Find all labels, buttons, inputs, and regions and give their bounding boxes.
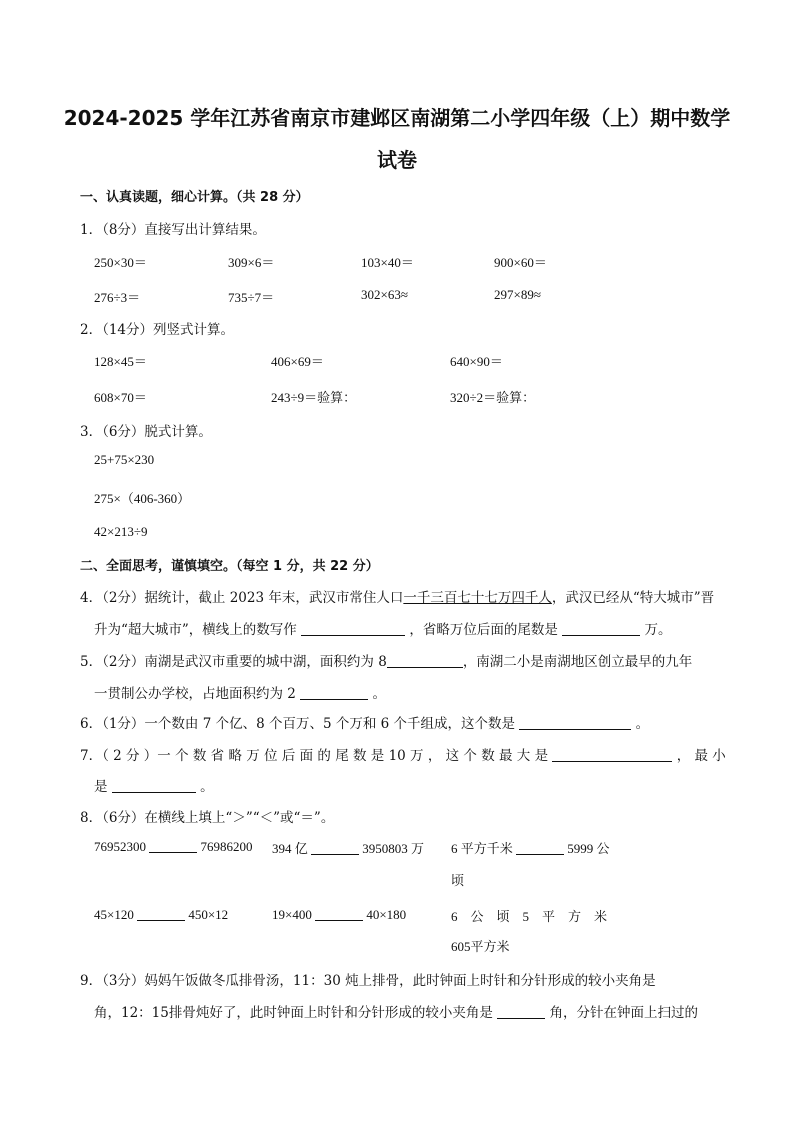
q7-text: 。 — [200, 779, 214, 795]
q5-text: 。 — [372, 686, 386, 702]
question-4-line1 — [80, 586, 714, 606]
q1-item: 103×40＝ — [361, 255, 414, 270]
question-7-line1 — [80, 744, 726, 764]
q7-answer-blank[interactable] — [112, 778, 196, 793]
q8-wrap-text: 605平方米 — [451, 939, 510, 954]
q8-answer-blank[interactable] — [311, 840, 359, 855]
q5-answer-blank[interactable] — [300, 685, 368, 700]
q8-left-value: 6 平方千米 — [451, 841, 513, 856]
q8-compare — [272, 838, 424, 857]
q4-text: ，武汉已经从“特大城市”晋 — [551, 590, 715, 606]
q8-right-value: 3950803 万 — [362, 841, 425, 856]
q7-answer-blank[interactable] — [552, 747, 672, 762]
q8-wrap-text: 顷 — [451, 873, 465, 888]
q8-right-value: 76986200 — [200, 839, 253, 854]
q4-underlined-number: 一千三百七十七万四千人 — [403, 590, 552, 606]
q2-item: 406×69＝ — [271, 354, 324, 369]
q6-answer-blank[interactable] — [519, 715, 631, 730]
q8-compare-text: 6 公 顷 5 平 方 米 — [451, 909, 608, 924]
q4-answer-blank[interactable] — [301, 621, 405, 636]
q1-item: 250×30＝ — [94, 255, 147, 270]
q8-compare — [451, 838, 610, 857]
q8-compare — [94, 838, 253, 855]
q2-item: 320÷2＝验算： — [450, 390, 536, 405]
q8-answer-blank[interactable] — [315, 906, 363, 921]
q9-answer-blank[interactable] — [497, 1004, 545, 1019]
q9-text: 角，12：15排骨炖好了，此时钟面上时针和分针形成的较小夹角是 — [94, 1005, 493, 1021]
q2-item: 243÷9＝验算： — [271, 390, 357, 405]
q2-item: 128×45＝ — [94, 354, 147, 369]
question-5-line2 — [94, 682, 386, 702]
q1-item: 900×60＝ — [494, 255, 547, 270]
q1-item: 302×63≈ — [361, 287, 408, 302]
q1-item: 276÷3＝ — [94, 290, 141, 305]
question-3-stem: 3．（6分）脱式计算。 — [80, 424, 212, 440]
q8-right-value: 5999 公 — [567, 841, 610, 856]
q5-text: 一贯制公办学校，占地面积约为 2 — [94, 686, 296, 702]
q6-text: 。 — [635, 716, 650, 732]
q7-text: 7．（ 2 分 ）一 个 数 省 略 万 位 后 面 的 尾 数 是 10 万 ， 这 个 数 最 大 是 — [80, 748, 549, 764]
q8-compare — [94, 906, 228, 923]
q1-item: 297×89≈ — [494, 287, 541, 302]
question-8-stem: 8．（6分）在横线上填上“＞”“＜”或“＝”。 — [80, 810, 335, 826]
q8-answer-blank[interactable] — [137, 906, 185, 921]
exam-title-line1: 2024-2025 学年江苏省南京市建邺区南湖第二小学四年级（上）期中数学 — [63, 106, 731, 130]
q8-right-value: 40×180 — [366, 907, 407, 922]
q4-text: 升为“超大城市”，横线上的数写作 — [94, 622, 297, 638]
q6-text: 6．（1分）一个数由 7 个亿、8 个百万、5 个万和 6 个千组成，这个数是 — [80, 716, 516, 732]
q8-left-value: 76952300 — [94, 839, 146, 854]
q8-compare — [272, 906, 406, 923]
question-9-line2 — [94, 1001, 698, 1021]
section-1-heading: 一、认真读题，细心计算。（共 28 分） — [80, 190, 309, 205]
q8-left-value: 45×120 — [94, 907, 134, 922]
q2-item: 608×70＝ — [94, 390, 147, 405]
exam-title-line2: 试卷 — [377, 148, 417, 172]
q8-answer-blank[interactable] — [516, 840, 564, 855]
q4-text: 万。 — [644, 622, 672, 638]
question-5-line1 — [80, 650, 692, 670]
q8-right-value: 450×12 — [188, 907, 229, 922]
q8-left-value: 19×400 — [272, 907, 312, 922]
question-2-stem: 2．（14分）列竖式计算。 — [80, 322, 235, 338]
q2-item: 640×90＝ — [450, 354, 503, 369]
q1-item: 735÷7＝ — [228, 290, 275, 305]
q7-text: 是 — [94, 779, 108, 795]
q3-item: 275×（406-360） — [94, 491, 191, 506]
q5-text: 5．（2分）南湖是武汉市重要的城中湖，面积约为 8 — [80, 654, 387, 670]
q4-text: 4．（2分）据统计，截止 2023 年末，武汉市常住人口 — [80, 590, 404, 606]
question-9-line1: 9．（3分）妈妈午饭做冬瓜排骨汤，11：30 炖上排骨，此时钟面上时针和分针形成的较小夹角是 — [80, 973, 656, 989]
question-4-line2 — [94, 618, 672, 638]
q7-text: ， 最 小 — [676, 748, 726, 764]
section-2-heading: 二、全面思考，谨慎填空。（每空 1 分，共 22 分） — [80, 559, 379, 574]
q5-answer-blank[interactable] — [387, 653, 463, 668]
question-1-stem: 1．（8分）直接写出计算结果。 — [80, 222, 266, 238]
q3-item: 42×213÷9 — [94, 524, 148, 539]
question-7-line2 — [94, 775, 214, 795]
question-6 — [80, 712, 649, 732]
q8-answer-blank[interactable] — [149, 838, 197, 853]
q4-answer-blank[interactable] — [562, 621, 640, 636]
q5-text: ，南湖二小是南湖地区创立最早的九年 — [462, 654, 693, 670]
q3-item: 25+75×230 — [94, 452, 155, 467]
q4-text: ，省略万位后面的尾数是 — [409, 622, 558, 638]
q9-text: 角，分针在钟面上扫过的 — [549, 1005, 698, 1021]
q8-left-value: 394 亿 — [272, 841, 308, 856]
q1-item: 309×6＝ — [228, 255, 275, 270]
